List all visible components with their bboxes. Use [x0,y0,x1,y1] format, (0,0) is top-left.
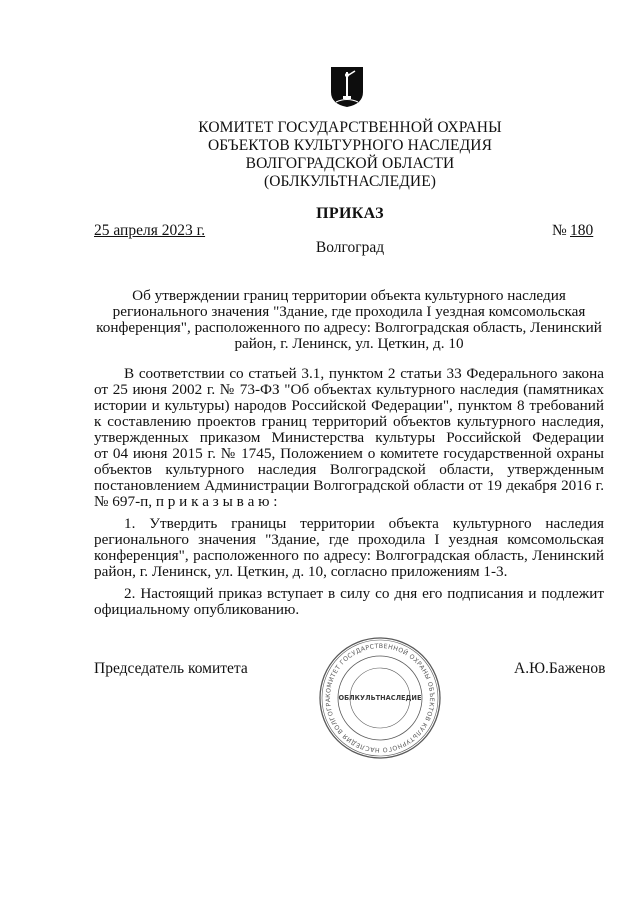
body-line: истории и культуры) народов Российской Федерации", пунктом 8 требований [94,397,604,414]
document-title: ПРИКАЗ [316,205,384,222]
body-line: от 25 июня 2002 г. № 73-ФЗ "Об объектах культурного наследия (памятниках [94,381,604,398]
body-line: № 697-п, п р и к а з ы в а ю : [94,493,278,510]
body-line: утвержденных приказом Министерства культуры Российской Федерации [94,429,604,446]
org-name-line-3: ВОЛГОГРАДСКОЙ ОБЛАСТИ [245,155,455,172]
svg-text:КОМИТЕТ ГОСУДАРСТВЕННОЙ ОХРАНЫ: КОМИТЕТ ГОСУДАРСТВЕННОЙ ОХРАНЫ ОБЪЕКТОВ КУЛЬТУРНОГО НАСЛЕДИЯ ВОЛГОГРА [324,642,436,754]
body-line: постановлением Администрации Волгоградской области от 19 декабря 2016 г. [94,477,604,494]
body-line: конференция", расположенного по адресу: Волгоградская область, Ленинский [94,547,604,564]
order-number: 180 [570,222,594,239]
body-line: В соответствии со статьей 3.1, пунктом 2 статьи 33 Федерального закона [124,365,604,382]
subject-line: район, г. Ленинск, ул. Цеткин, д. 10 [234,335,464,352]
body-line: к составлению проектов границ территорий объектов культурного наследия, [94,413,604,430]
subject-line: конференция", расположенного по адресу: Волгоградская область, Ленинский [96,319,602,336]
coat-of-arms-icon [330,66,364,108]
order-date: 25 апреля 2023 г. [94,222,206,239]
signer-title: Председатель комитета [94,660,248,677]
org-name-line-1: КОМИТЕТ ГОСУДАРСТВЕННОЙ ОХРАНЫ [198,119,502,136]
signer-name: А.Ю.Баженов [514,660,606,677]
body-line: район, г. Ленинск, ул. Цеткин, д. 10, согласно приложениям 1-3. [94,563,508,580]
org-name-line-4: (ОБЛКУЛЬТНАСЛЕДИЕ) [263,173,437,190]
body-line: от 04 июня 2015 г. № 1745, Положением о комитете государственной охраны [94,445,604,462]
subject-line: регионального значения "Здание, где проходила I уездная комсомольская [112,303,586,320]
order-city: Волгоград [315,239,385,256]
body-line: 1. Утвердить границы территории объекта культурного наследия [124,515,604,532]
official-seal-icon [318,636,442,760]
body-line: объектов культурного наследия Волгоградской области, утвержденным [94,461,604,478]
svg-text:ОБЛКУЛЬТНАСЛЕДИЕ: ОБЛКУЛЬТНАСЛЕДИЕ [338,694,422,702]
org-name-line-2: ОБЪЕКТОВ КУЛЬТУРНОГО НАСЛЕДИЯ [207,137,493,154]
order-number-prefix: № [552,222,567,239]
body-line: официальному опубликованию. [94,601,300,618]
body-line: 2. Настоящий приказ вступает в силу со дня его подписания и подлежит [124,585,604,602]
subject-line: Об утверждении границ территории объекта культурного наследия [132,287,566,304]
body-line: регионального значения "Здание, где проходила I уездная комсомольская [94,531,604,548]
